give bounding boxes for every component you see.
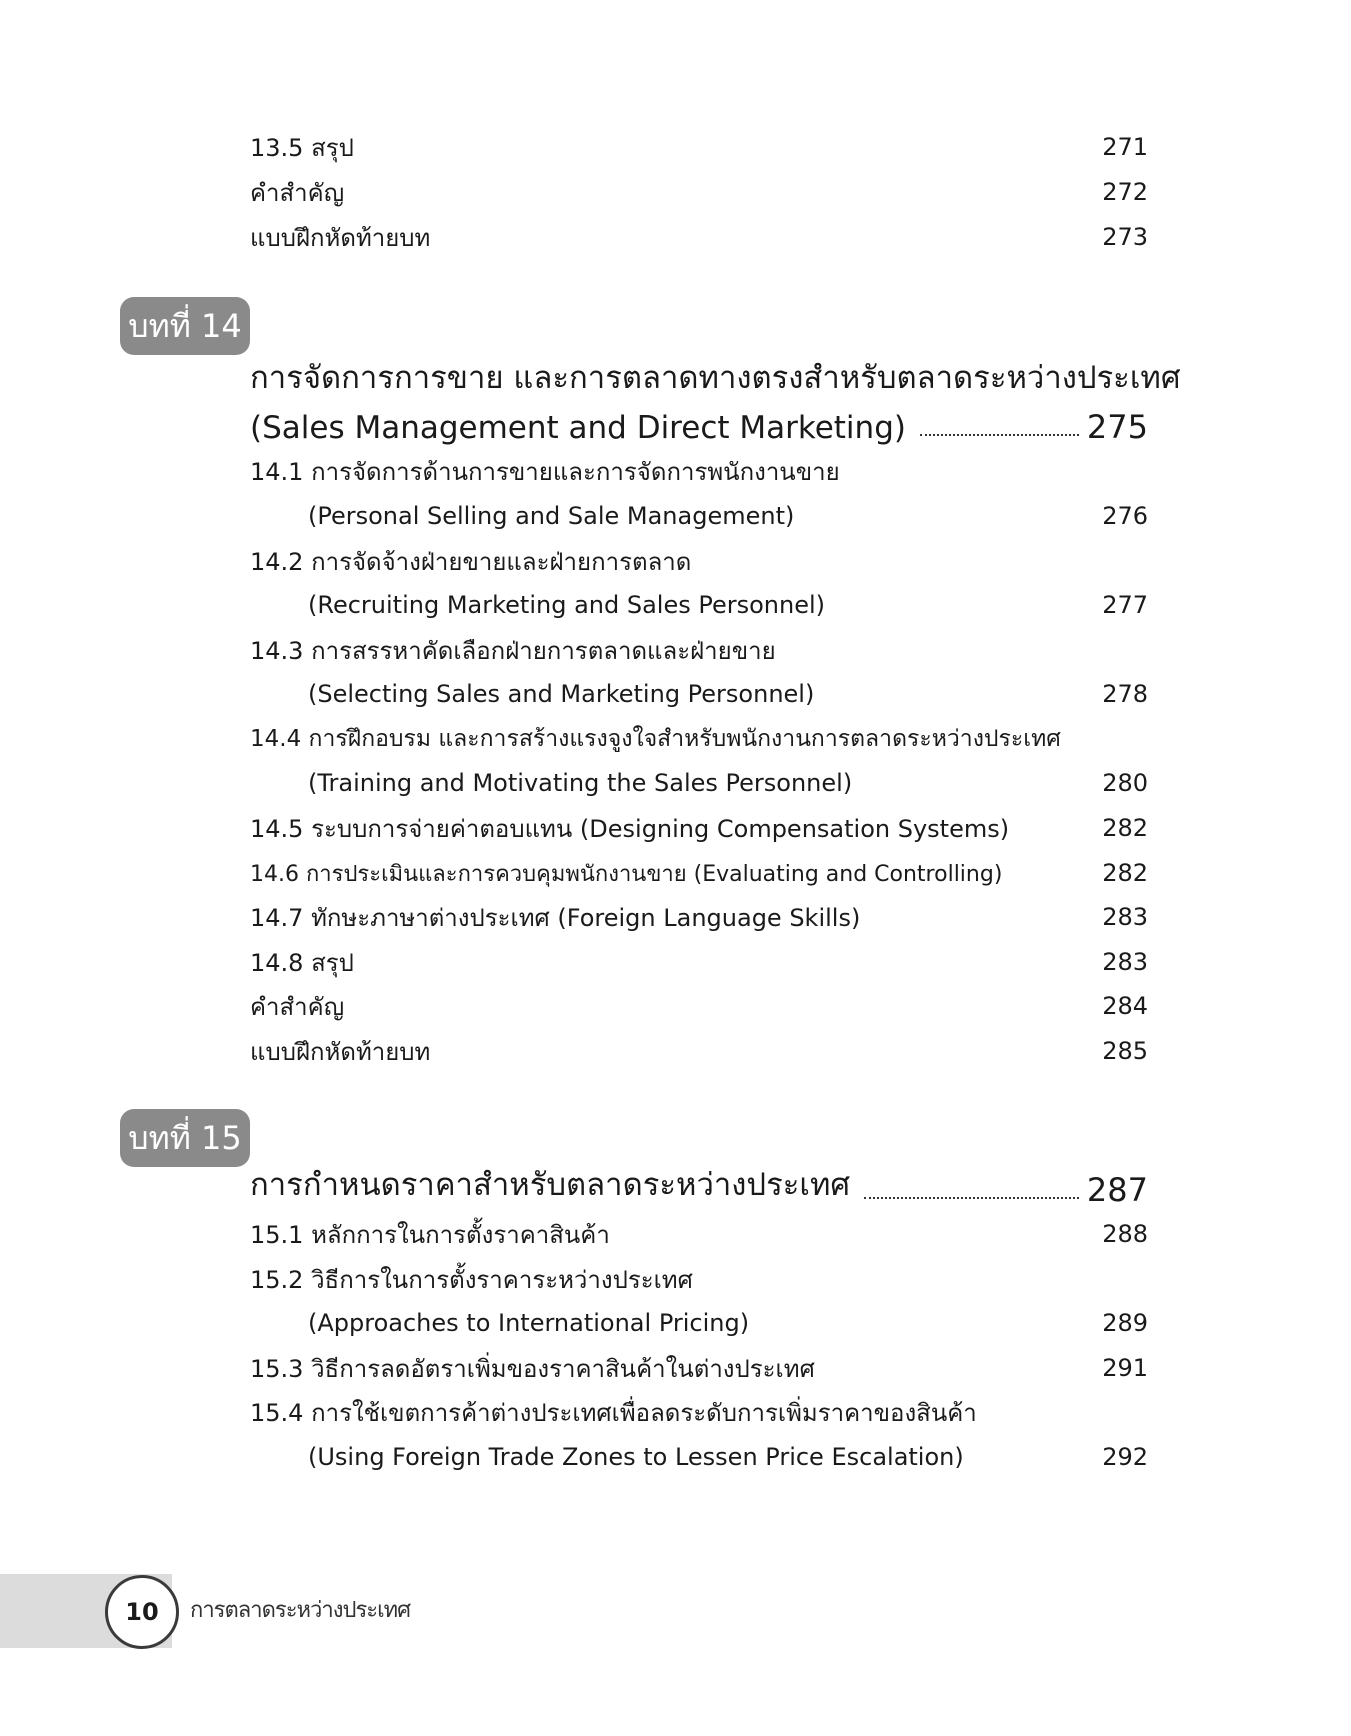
toc-entry-page: 273	[1102, 223, 1148, 251]
toc-entry-label: (Selecting Sales and Marketing Personnel)	[308, 680, 815, 708]
toc-entry-page: 282	[1102, 859, 1148, 887]
chapter-title-english	[250, 400, 1148, 446]
toc-entry	[250, 1214, 1148, 1254]
toc-entry	[308, 585, 1148, 625]
toc-entry-label: คำสำคัญ	[250, 992, 345, 1021]
footer-book-title: การตลาดระหว่างประเทศ	[190, 1598, 411, 1623]
toc-entry-label: 15.1 หลักการในการตั้งราคาสินค้า	[250, 1220, 610, 1249]
toc-entry-label: 14.7 ทักษะภาษาต่างประเทศ (Foreign Language Skills)	[250, 903, 861, 932]
toc-entry	[308, 1303, 1148, 1343]
toc-entry	[308, 763, 1148, 803]
toc-entry-label: (Using Foreign Trade Zones to Lessen Price Escalation)	[308, 1443, 964, 1471]
toc-entry-label: 14.8 สรุป	[250, 948, 354, 977]
toc-entry-page: 285	[1102, 1037, 1148, 1065]
toc-entry	[250, 853, 1148, 893]
toc-entry	[250, 942, 1148, 982]
toc-entry-page: 283	[1102, 948, 1148, 976]
toc-entry-page: 271	[1102, 133, 1148, 161]
toc-entry	[308, 674, 1148, 714]
toc-entry-label: (Personal Selling and Sale Management)	[308, 502, 795, 530]
toc-entry-page: 272	[1102, 178, 1148, 206]
toc-entry-page: 282	[1102, 814, 1148, 842]
toc-entry-label: 15.4 การใช้เขตการค้าต่างประเทศเพื่อลดระดับการเพิ่มราคาของสินค้า	[250, 1398, 977, 1427]
toc-entry-label: 14.1 การจัดการด้านการขายและการจัดการพนักงานขาย	[250, 457, 840, 486]
toc-entry-label: (Approaches to International Pricing)	[308, 1309, 750, 1337]
toc-entry-label: (Recruiting Marketing and Sales Personnel)	[308, 591, 826, 619]
chapter-title-text: การจัดการการขาย และการตลาดทางตรงสำหรับตลาดระหว่างประเทศ	[250, 360, 1181, 396]
toc-entry-label: (Training and Motivating the Sales Personnel)	[308, 769, 853, 797]
toc-entry-page: 292	[1102, 1443, 1148, 1471]
chapter-title-text: (Sales Management and Direct Marketing)	[250, 410, 906, 446]
toc-entry	[250, 1031, 1148, 1071]
toc-entry	[250, 217, 1148, 257]
toc-entry-label: คำสำคัญ	[250, 178, 345, 207]
toc-entry-label: แบบฝึกหัดท้ายบท	[250, 1037, 431, 1066]
chapter-badge: บทที่ 14	[120, 297, 250, 355]
toc-entry	[250, 719, 1148, 759]
toc-entry	[250, 172, 1148, 212]
dot-leader	[920, 434, 1079, 436]
toc-entry-label: 14.2 การจัดจ้างฝ่ายขายและฝ่ายการตลาด	[250, 547, 692, 576]
chapter-title	[250, 356, 1181, 402]
toc-entry	[250, 1348, 1148, 1388]
chapter-page: 275	[1086, 408, 1148, 446]
toc-entry	[250, 1392, 1148, 1432]
chapter-badge: บทที่ 15	[120, 1109, 250, 1167]
toc-entry-label: 13.5 สรุป	[250, 133, 354, 162]
toc-entry	[250, 630, 1148, 670]
toc-entry-label: 14.5 ระบบการจ่ายค่าตอบแทน (Designing Compensation Systems)	[250, 814, 1010, 843]
toc-entry-label: แบบฝึกหัดท้ายบท	[250, 223, 431, 252]
toc-entry-label: 14.6 การประเมินและการควบคุมพนักงานขาย (Evaluating and Controlling)	[250, 861, 1003, 887]
toc-entry	[250, 127, 1148, 167]
toc-entry	[250, 541, 1148, 581]
toc-entry-page: 278	[1102, 680, 1148, 708]
toc-entry	[250, 986, 1148, 1026]
chapter-title	[250, 1163, 1148, 1209]
toc-entry	[250, 1259, 1148, 1299]
toc-entry-page: 277	[1102, 591, 1148, 619]
chapter-title-text: การกำหนดราคาสำหรับตลาดระหว่างประเทศ	[250, 1167, 851, 1203]
toc-entry-label: 14.4 การฝึกอบรม และการสร้างแรงจูงใจสำหรับพนักงานการตลาดระหว่างประเทศ	[250, 726, 1061, 752]
toc-entry	[308, 496, 1148, 536]
toc-entry-page: 288	[1102, 1220, 1148, 1248]
toc-entry-page: 280	[1102, 769, 1148, 797]
toc-entry-label: 15.2 วิธีการในการตั้งราคาระหว่างประเทศ	[250, 1265, 693, 1294]
toc-entry-page: 284	[1102, 992, 1148, 1020]
footer-page-number: 10	[105, 1575, 179, 1649]
toc-entry	[250, 897, 1148, 937]
toc-entry-page: 289	[1102, 1309, 1148, 1337]
dot-leader	[864, 1197, 1079, 1199]
toc-entry	[308, 1437, 1148, 1477]
toc-entry-label: 15.3 วิธีการลดอัตราเพิ่มของราคาสินค้าในต่างประเทศ	[250, 1354, 815, 1383]
toc-entry	[250, 451, 1148, 491]
toc-entry-label: 14.3 การสรรหาคัดเลือกฝ่ายการตลาดและฝ่ายขาย	[250, 636, 776, 665]
toc-entry	[250, 808, 1148, 848]
toc-entry-page: 291	[1102, 1354, 1148, 1382]
toc-entry-page: 283	[1102, 903, 1148, 931]
toc-entry-page: 276	[1102, 502, 1148, 530]
chapter-page: 287	[1086, 1171, 1148, 1209]
